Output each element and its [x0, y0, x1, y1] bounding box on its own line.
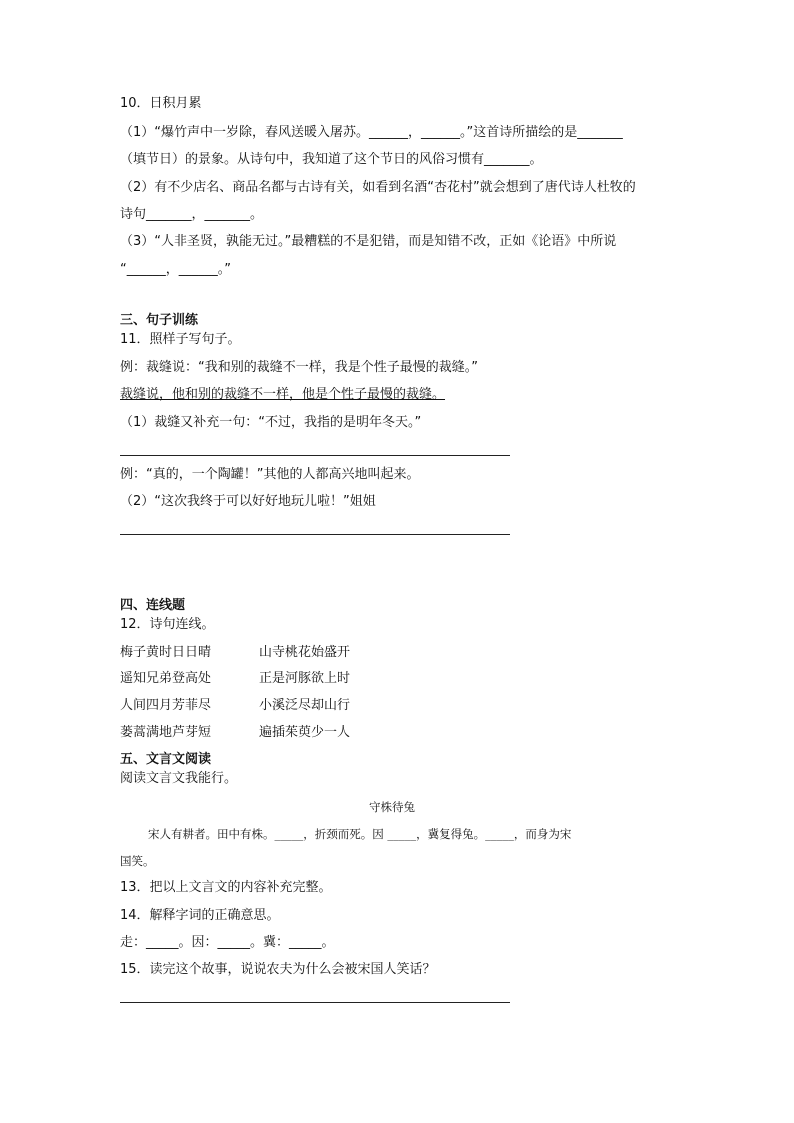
- poem-right-3[interactable]: 小溪泛尽却山行: [259, 698, 351, 713]
- q10-part2-line1: （2）有不少店名、商品名都与古诗有关，如看到名酒“杏花村”就会想到了唐代诗人杜牧的: [120, 180, 636, 195]
- section5-intro: 阅读文言文我能行。: [120, 771, 238, 786]
- example1: 例：裁缝说：“我和别的裁缝不一样，我是个性子最慢的裁缝。”: [120, 360, 478, 375]
- q11-title: 11．照样子写句子。: [120, 332, 241, 347]
- section3-heading: 三、句子训练: [120, 313, 199, 328]
- q15: 15．读完这个故事，说说农夫为什么会被宋国人笑话？: [120, 962, 436, 977]
- q11-item2: （2）“这次我终于可以好好地玩儿啦！”姐姐: [120, 494, 376, 509]
- q10-part3-line1: （3）“人非圣贤，孰能无过。”最糟糕的不是犯错，而是知错不改，正如《论语》中所说: [120, 234, 617, 249]
- q10-part1-line2: （填节日）的景象。从诗句中，我知道了这个节日的风俗习惯有_______。: [120, 152, 543, 167]
- poem-left-3[interactable]: 人间四月芳菲尽: [120, 698, 212, 713]
- q10-title: 10．日积月累: [120, 96, 202, 111]
- q11-item1: （1）裁缝又补充一句：“不过，我指的是明年冬天。”: [120, 415, 422, 430]
- classical-text-line1: 宋人有耕者。田中有株。_____，折颈而死。因 _____，冀复得兔。_____，而身为宋: [148, 827, 572, 841]
- example1-answer: 裁缝说，他和别的裁缝不一样，他是个性子最慢的裁缝。: [120, 387, 446, 402]
- answer-line-2[interactable]: [120, 534, 510, 535]
- answer-line-3[interactable]: [120, 1002, 510, 1003]
- poem-left-1[interactable]: 梅子黄时日日晴: [120, 645, 212, 660]
- classical-text-line2: 国笑。: [120, 854, 155, 868]
- poem-right-4[interactable]: 遍插茱萸少一人: [259, 725, 351, 740]
- q10-part2-line2: 诗句_______，_______。: [120, 207, 264, 222]
- q13: 13．把以上文言文的内容补充完整。: [120, 880, 332, 895]
- poem-right-1[interactable]: 山寺桃花始盛开: [259, 645, 351, 660]
- q10-part3-line2: “______，______。”: [120, 262, 231, 277]
- poem-left-4[interactable]: 蒌蒿满地芦芽短: [120, 725, 212, 740]
- section4-heading: 四、连线题: [120, 598, 186, 613]
- classical-text-title: 守株待兔: [369, 800, 415, 814]
- q14-blanks: 走：_____。因：_____。冀：_____。: [120, 935, 335, 950]
- q10-part1-line1: （1）“爆竹声中一岁除，春风送暖入屠苏。______，______。”这首诗所描绘的是_______: [120, 125, 623, 140]
- answer-line-1[interactable]: [120, 455, 510, 456]
- poem-left-2[interactable]: 遥知兄弟登高处: [120, 671, 212, 686]
- section5-heading: 五、文言文阅读: [120, 752, 212, 767]
- q14: 14．解释字词的正确意思。: [120, 908, 280, 923]
- q12-title: 12．诗句连线。: [120, 617, 215, 632]
- poem-right-2[interactable]: 正是河豚欲上时: [259, 671, 351, 686]
- example2: 例：“真的，一个陶罐！”其他的人都高兴地叫起来。: [120, 467, 420, 482]
